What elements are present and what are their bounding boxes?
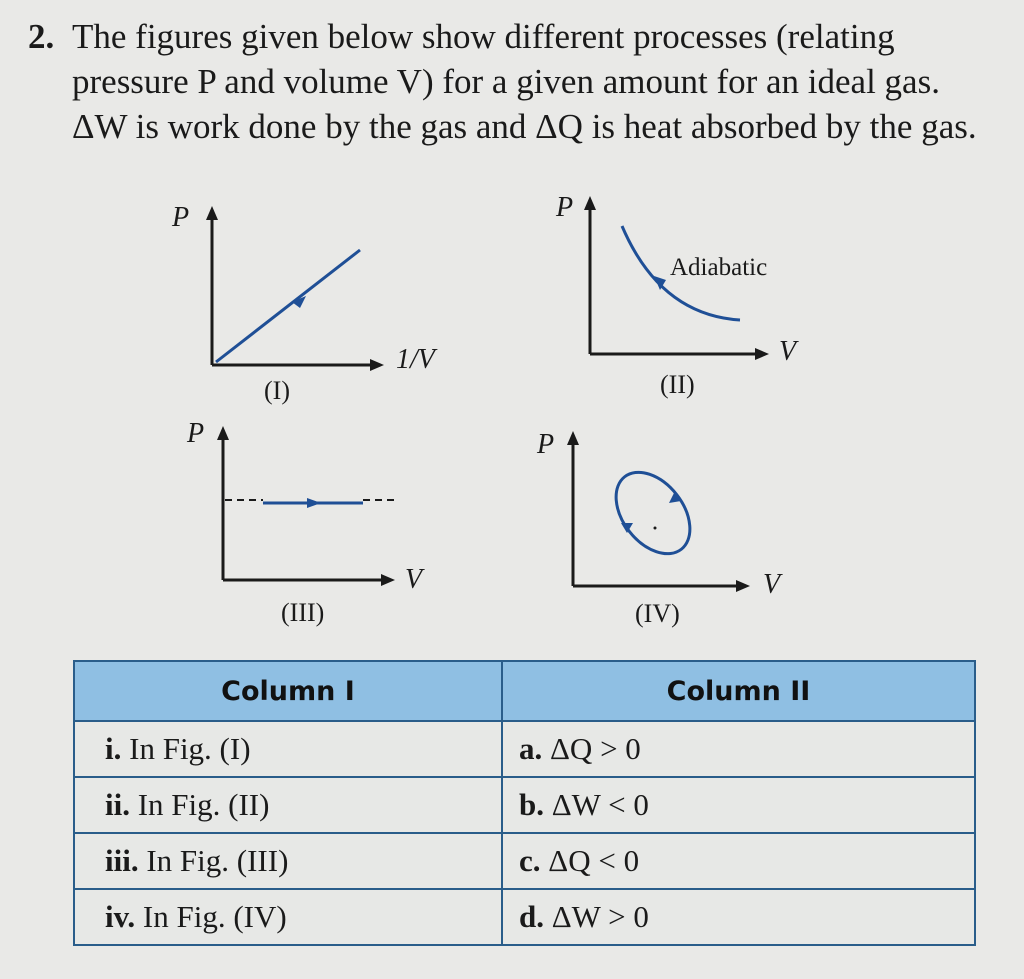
figure-3-x-label: V [405,564,423,595]
figure-1 [170,200,470,410]
table-row [74,777,975,833]
figure-2-graph [550,190,850,405]
figure-4-y-arrow [567,431,579,445]
row-number: ii. [105,787,130,822]
figure-2-x-label: V [779,336,797,367]
row-text: In Fig. (I) [129,731,251,766]
figure-2-x-arrow [755,348,769,360]
row-text: In Fig. (III) [146,843,289,878]
figure-1-x-arrow [370,359,384,371]
row-number: i. [105,731,122,766]
column-2-cell [502,721,975,777]
option-letter: a. [519,731,543,766]
figure-1-graph [170,200,470,410]
figure-1-y-arrow [206,206,218,220]
column-1-cell [74,721,502,777]
row-number: iii. [105,843,139,878]
column-1-header: Column I [74,661,502,721]
figure-4-center-dot [654,527,657,530]
figure-3-x-arrow [381,574,395,586]
figure-3-y-label: P [187,418,205,449]
option-letter: c. [519,843,541,878]
figure-4-y-label: P [537,429,555,460]
table-row [74,889,975,945]
table-header-row [74,661,975,721]
figure-2-y-arrow [584,196,596,210]
column-2-cell [502,777,975,833]
column-1-cell [74,889,502,945]
figure-1-x-label: 1/V [396,344,435,375]
question-block [28,14,988,149]
table-row [74,721,975,777]
figure-1-caption: (I) [264,376,290,405]
column-1-cell [74,833,502,889]
figure-2-y-label: P [556,192,574,223]
option-letter: d. [519,899,544,934]
figure-2-caption: (II) [660,370,695,399]
figure-2 [550,190,850,405]
column-1-cell [74,777,502,833]
row-number: iv. [105,899,136,934]
figure-2-curve-label: Adiabatic [670,254,768,281]
option-text: ΔW < 0 [551,787,649,822]
option-letter: b. [519,787,544,822]
table-row [74,833,975,889]
figure-4-curve [601,458,705,567]
figure-4 [535,423,805,638]
figure-1-curve [216,250,360,362]
column-2-header: Column II [502,661,975,721]
matching-table [73,660,976,946]
figure-1-y-label: P [172,202,190,233]
column-2-cell [502,833,975,889]
figure-3-caption: (III) [281,598,325,627]
figure-4-caption: (IV) [635,599,680,628]
option-text: ΔW > 0 [551,899,649,934]
figure-3-direction-arrow [307,498,321,508]
figure-3-y-arrow [217,426,229,440]
figure-3 [185,418,445,633]
question-text: The figures given below show different processes (relating pressure P and volume V) for a given amount for an ideal gas. ΔW is work done by the gas and ΔQ is heat absorbed by the gas. [72,17,977,146]
figure-4-x-arrow [736,580,750,592]
option-text: ΔQ < 0 [548,843,640,878]
row-text: In Fig. (II) [137,787,270,822]
question-number: 2. [28,17,55,56]
row-text: In Fig. (IV) [142,899,287,934]
option-text: ΔQ > 0 [550,731,641,766]
figure-4-x-label: V [763,569,781,600]
column-2-cell [502,889,975,945]
